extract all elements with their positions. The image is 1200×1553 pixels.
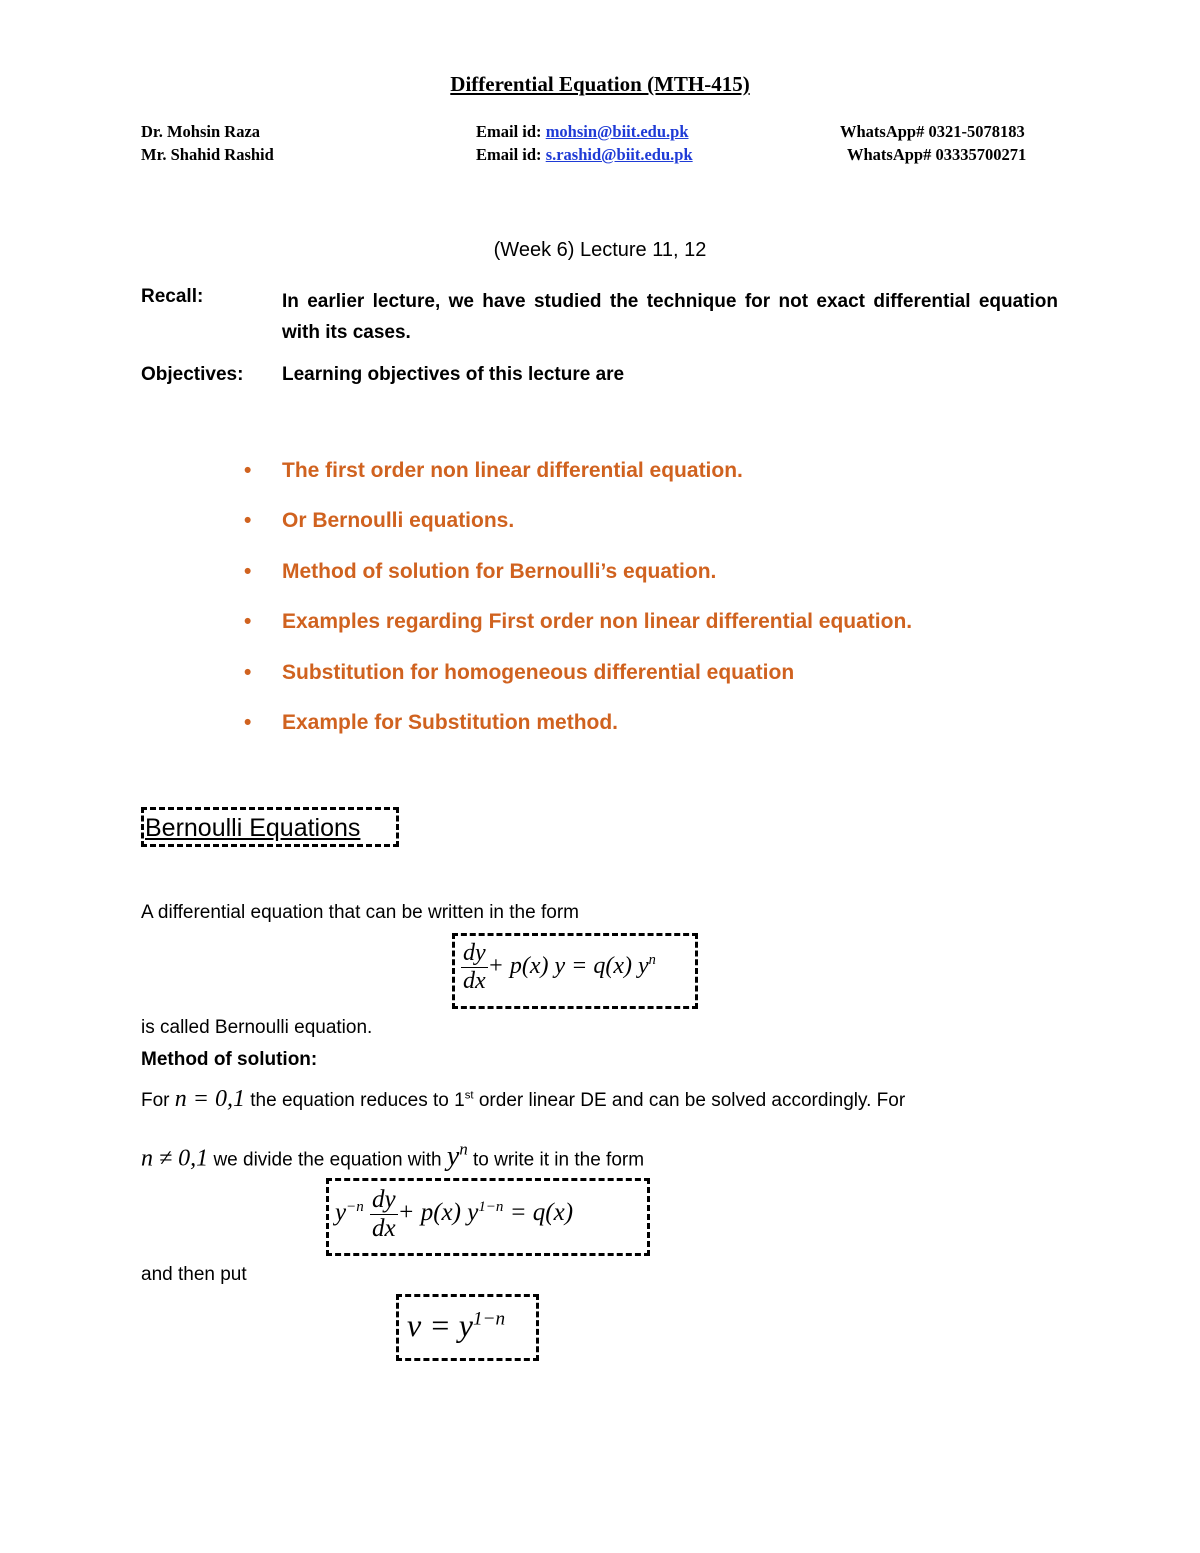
- y-power-n-math: $y^n$: [446, 1140, 468, 1173]
- objectives-label: Objectives:: [141, 364, 244, 385]
- bullet-icon: •: [244, 610, 252, 634]
- instructor-2-whatsapp: WhatsApp# 03335700271: [847, 145, 1027, 164]
- list-item: • Or Bernoulli equations.: [244, 506, 912, 556]
- list-item: • The first order non linear differential equation.: [244, 456, 912, 506]
- method-line-2: n ≠ 0,1 we divide the equation with $y^n$ to write it in the form: [141, 1140, 645, 1173]
- bernoulli-equation: $\frac{dy}{dx}$ + p(x) y = q(x) $y^n$: [463, 940, 656, 994]
- divided-equation-box: [326, 1178, 650, 1256]
- recall-text: In earlier lecture, we have studied the technique for not exact differential equation with its cases.: [282, 291, 1058, 343]
- intro-text: A differential equation that can be written in the form: [141, 902, 579, 923]
- bullet-icon: •: [244, 459, 252, 482]
- divided-equation: $y^{-n}$ $\frac{dy}{dx}$ + p(x) $y^{1-n} = q(x)$: [335, 1186, 574, 1242]
- n-equals-math: n = 0,1: [174, 1086, 245, 1112]
- bernoulli-equation-box: [452, 933, 698, 1009]
- then-put-text: and then put: [141, 1264, 247, 1285]
- instructor-1-name: Dr. Mohsin Raza: [141, 122, 261, 141]
- bullet-icon: •: [244, 710, 252, 734]
- bullet-icon: •: [244, 559, 252, 583]
- recall-label: Recall:: [141, 286, 204, 307]
- n-not-equal-math: n ≠ 0,1: [141, 1145, 209, 1172]
- list-item: • Examples regarding First order non linear differential equation.: [244, 607, 912, 657]
- email-label: Email id:: [476, 145, 546, 164]
- bullet-icon: •: [244, 660, 252, 684]
- list-item: • Method of solution for Bernoulli’s equation.: [244, 557, 912, 607]
- method-heading: Method of solution:: [141, 1049, 318, 1070]
- section-heading: Bernoulli Equations: [141, 807, 399, 847]
- instructor-1-email-row: [476, 122, 689, 142]
- list-item: • Substitution for homogeneous differential equation: [244, 658, 912, 708]
- bullet-icon: •: [244, 509, 252, 533]
- instructor-2-email-link[interactable]: s.rashid@biit.edu.pk: [545, 145, 693, 164]
- substitution-equation: $v = y^{1-n}$: [407, 1307, 506, 1343]
- instructor-2-email-row: [476, 145, 693, 165]
- instructor-2-name: Mr. Shahid Rashid: [141, 145, 274, 164]
- instructor-1-whatsapp: WhatsApp# 0321-5078183: [840, 122, 1025, 141]
- called-text: is called Bernoulli equation.: [141, 1017, 373, 1038]
- page-title: Differential Equation (MTH-415): [450, 72, 750, 96]
- list-item: • Example for Substitution method.: [244, 708, 912, 758]
- objectives-text: Learning objectives of this lecture are: [282, 364, 625, 385]
- substitution-equation-box: [396, 1294, 539, 1361]
- instructor-1-email-link[interactable]: mohsin@biit.edu.pk: [545, 122, 689, 141]
- method-line-1: For n = 0,1 the equation reduces to 1st order linear DE and can be solved accordingly. For: [141, 1086, 906, 1112]
- week-title: (Week 6) Lecture 11, 12: [493, 239, 707, 261]
- objectives-list: [244, 456, 912, 758]
- email-label: Email id:: [476, 122, 546, 141]
